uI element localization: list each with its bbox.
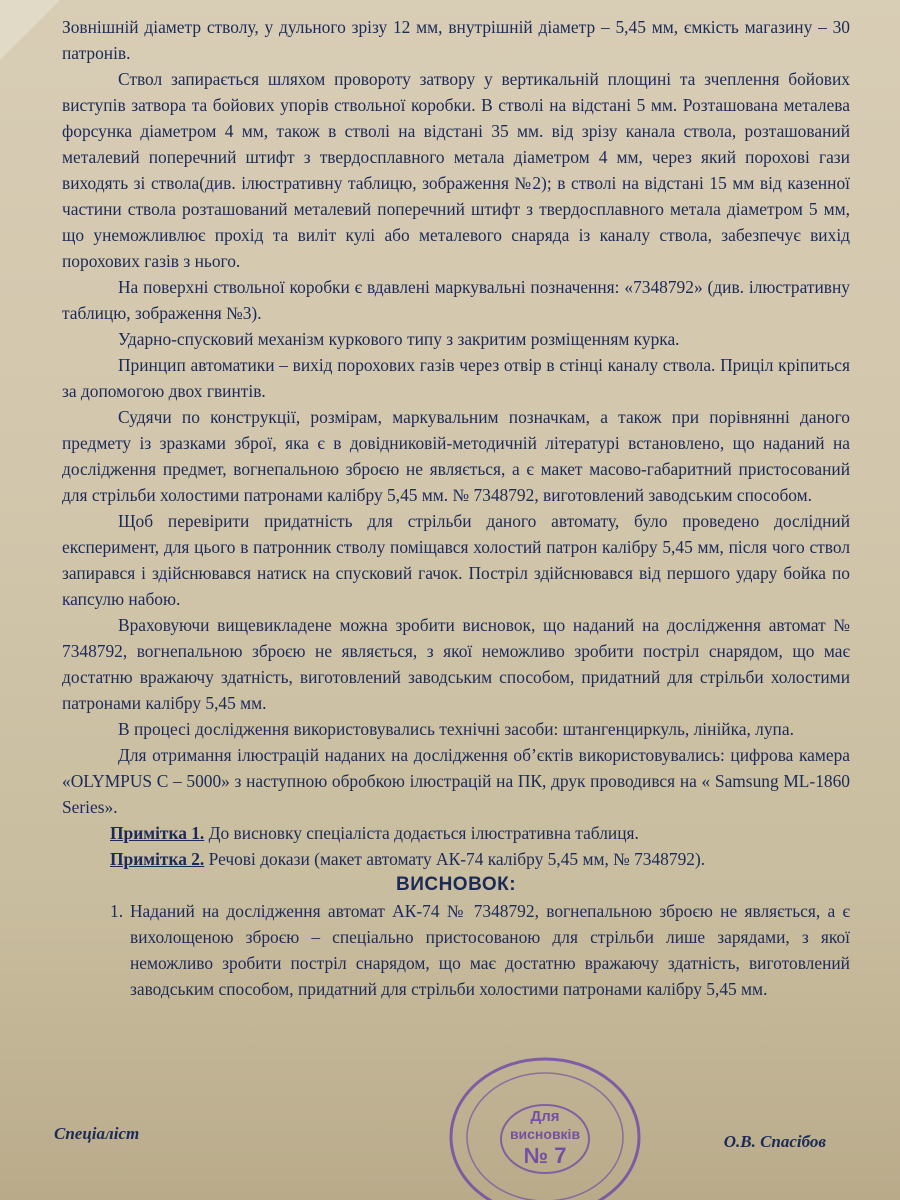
document-body (62, 14, 850, 1002)
note-2-label: Примітка 2. (110, 849, 205, 869)
paragraph-comparison-finding: Судячи по конструкції, розмірам, маркувальним позначкам, а також при порівнянні даного предмету із зразками зброї, яка є в довідниковій-методичній літературі встановлено, що наданий на дослідження предмет, вогнепальною зброєю не являється, а є макет масово-габаритний пристосований для стрільби холостими патронами калібру 5,45 мм. № 7348792, виготовлений заводським способом. (62, 407, 850, 505)
conclusion-item-number: 1. (110, 901, 124, 921)
paragraph-summary: Враховуючи вищевикладене можна зробити висновок, що наданий на дослідження автомат № 7348792, вогнепальною зброєю не являється, з якої неможливо зробити постріл снарядом, що має достатню вражаючу здатність, виготовлений заводським способом, придатний для стрільби холостими патронами калібру 5,45 мм. (62, 615, 850, 713)
note-2-text: Речові докази (макет автомату АК-74 калібру 5,45 мм, № 7348792). (208, 849, 706, 869)
stamp-line-1: Для (530, 1108, 560, 1125)
note-2 (62, 846, 850, 872)
paragraph-trigger-mechanism: Ударно-спусковий механізм куркового типу з закритим розміщенням курка. (118, 329, 680, 349)
paragraph-automation-principle: Принцип автоматики – вихід порохових газів через отвір в стінці каналу ствола. Приціл кріпиться за допомогою двох гвинтів. (62, 355, 850, 401)
paragraph-illustration-equipment: Для отримання ілюстрацій наданих на дослідження об’єктів використовувались: цифрова камера «OLYMPUS C – 5000» з наступною обробкою ілюстрацій на ПК, друк проводився на « Samsung ML-1860 Series». (62, 745, 850, 817)
specialist-label: Спеціаліст (54, 1124, 140, 1143)
stamp-line-3: № 7 (523, 1143, 567, 1168)
signature-block (50, 1124, 850, 1164)
note-1 (62, 820, 850, 846)
paragraph-experiment: Щоб перевірити придатність для стрільби даного автомату, було проведено дослідний експеримент, для цього в патронник стволу поміщався холостий патрон калібру 5,45 мм, після чого ствол запирався і здійснювався натиск на спусковий гачок. Постріл здійснювався від першого удару бойка по капсулю набою. (62, 511, 850, 609)
conclusion-item-text: Наданий на дослідження автомат АК-74 № 7348792, вогнепальною зброєю не являється, а є вихолощеною зброєю – спеціально пристосованою для стрільби лише зарядами, з якої неможливо зробити постріл снарядом, що має достатню вражаючу здатність, виготовлений заводським способом, придатний для стрільби холостими патронами калібру 5,45 мм. (130, 901, 850, 999)
stamp-line-2: висновків (509, 1126, 581, 1142)
paragraph-markings: На поверхні ствольної коробки є вдавлені маркувальні позначення: «7348792» (див. ілюстративну таблицю, зображення №3). (62, 277, 850, 323)
conclusion-item-1 (62, 898, 850, 1002)
paragraph-barrel-dimensions: Зовнішній діаметр стволу, у дульного зрізу 12 мм, внутрішній діаметр – 5,45 мм, ємкість магазину – 30 патронів. (62, 17, 850, 63)
specialist-name: О.В. Спасібов (723, 1132, 826, 1151)
paragraph-technical-tools: В процесі дослідження використовувались технічні засоби: штангенциркуль, лінійка, лупа. (118, 719, 794, 739)
note-1-label: Примітка 1. (110, 823, 205, 843)
note-1-text: До висновку спеціаліста додається ілюстративна таблиця. (208, 823, 639, 843)
page-corner-fold (0, 0, 60, 60)
conclusion-heading: ВИСНОВОК: (395, 874, 517, 895)
paragraph-barrel-locking: Ствол запирається шляхом провороту затвору у вертикальній площині та зчеплення бойових виступів затвора та бойових упорів ствольної коробки. В стволі на відстані 5 мм. Розташована металева форсунка діаметром 4 мм, також в стволі на відстані 35 мм. від зрізу канала ствола, розташований металевий поперечний штифт з твердосплавного метала діаметром 4 мм, через який порохові гази виходять зі ствола(див. ілюстративну таблицю, зображення №2); в стволі на відстані 15 мм від казенної частини ствола розташований металевий поперечний штифт з твердосплавного метала діаметром 5 мм, що унеможливлює прохід та виліт кулі або металевого снаряда із каналу ствола, забезпечує вихід порохових газів з нього. (62, 69, 850, 271)
